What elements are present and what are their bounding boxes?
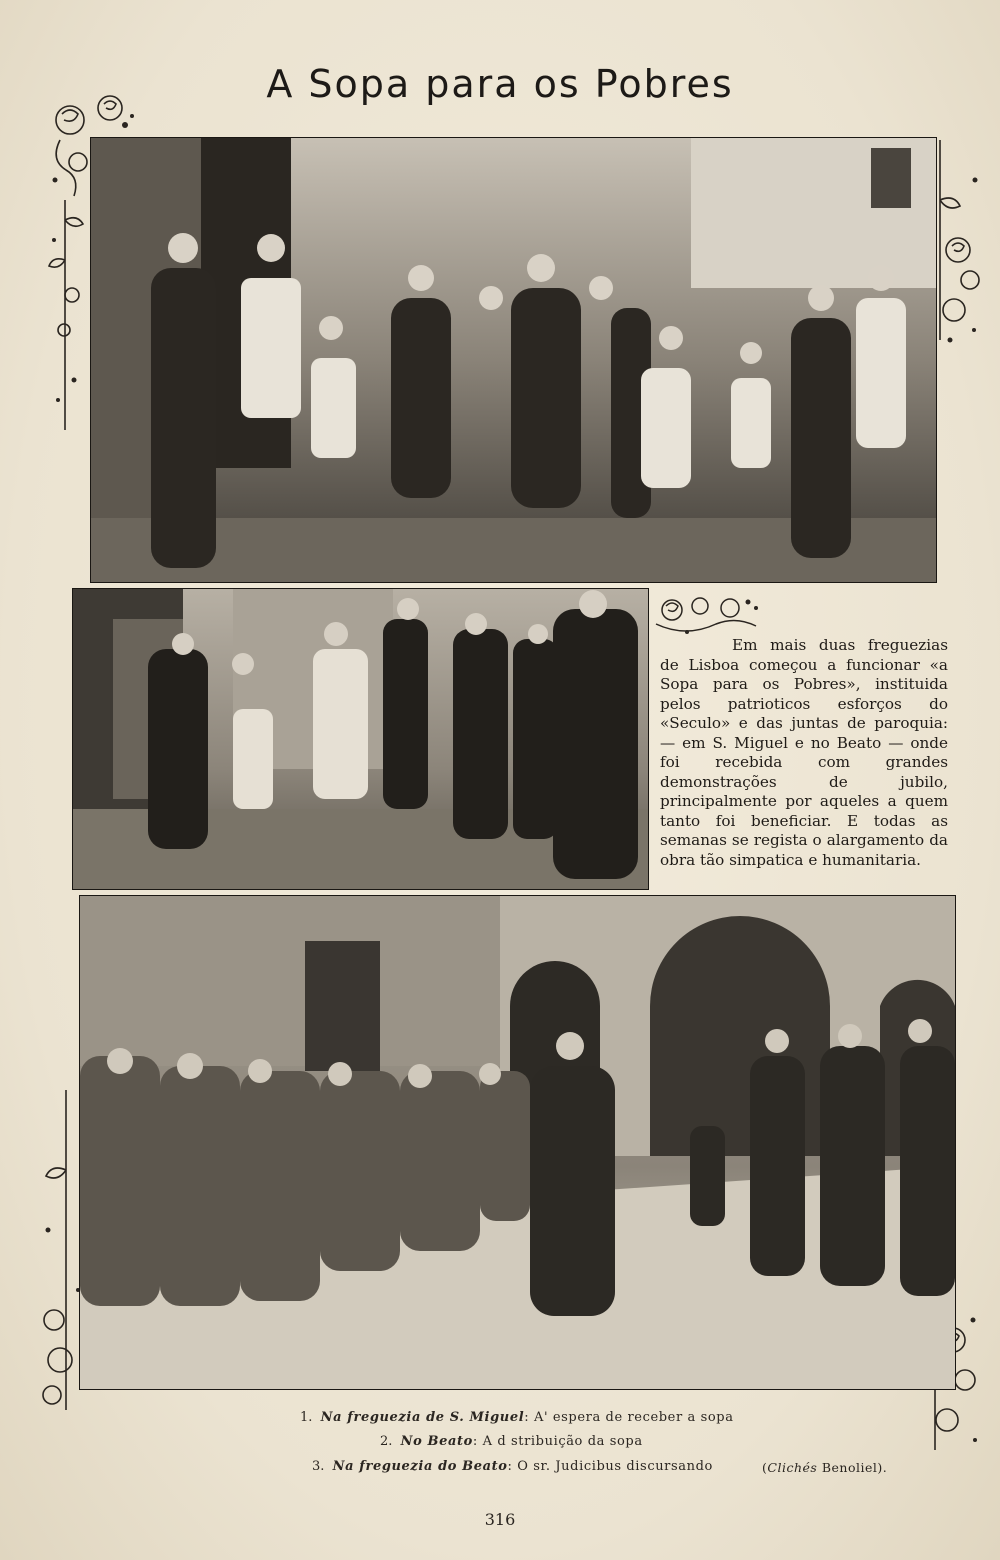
credit-name: Benoliel — [821, 1460, 878, 1475]
caption-number: 2. — [380, 1434, 393, 1449]
page-title: A Sopa para os Pobres — [266, 62, 734, 106]
floral-ornament-right — [930, 140, 990, 360]
caption-number: 3. — [312, 1459, 325, 1474]
caption-text: : A' espera de receber a sopa — [524, 1410, 734, 1425]
caption-2 — [380, 1434, 643, 1449]
caption-text: : O sr. Judicibus discursando — [507, 1459, 713, 1474]
photo-2-soup-distribution-beato — [72, 588, 649, 890]
caption-title: No Beato — [400, 1434, 473, 1449]
credit-label: Clichés — [767, 1460, 818, 1475]
caption-title: Na freguezia do Beato — [332, 1459, 508, 1474]
caption-text: : A d stribuição da sopa — [472, 1434, 643, 1449]
photo-credit: (Clichés Benoliel). — [762, 1460, 888, 1475]
article-body: Em mais duas freguezias de Lisboa começou a funcionar «a Sopa para os Pobres», instituida pelos patrioticos esforços do «Seculo» e das juntas de paroquia: — em S. Miguel e no Beato — onde foi recebida com grandes demonstrações de jubilo, principalmente por aqueles a quem tanto foi beneficiar. E todas as semanas se regista o alargamento da obra tão simpatica e humanitaria. — [660, 636, 948, 869]
page-number: 316 — [484, 1510, 516, 1529]
caption-title: Na freguezia de S. Miguel — [320, 1410, 525, 1425]
caption-3 — [312, 1459, 713, 1474]
caption-1 — [300, 1410, 734, 1425]
photo-3-speech-beato — [79, 895, 956, 1390]
photo-1-crowd-sao-miguel — [90, 137, 937, 583]
caption-number: 1. — [300, 1410, 313, 1425]
floral-ornament-text-head — [652, 594, 762, 640]
